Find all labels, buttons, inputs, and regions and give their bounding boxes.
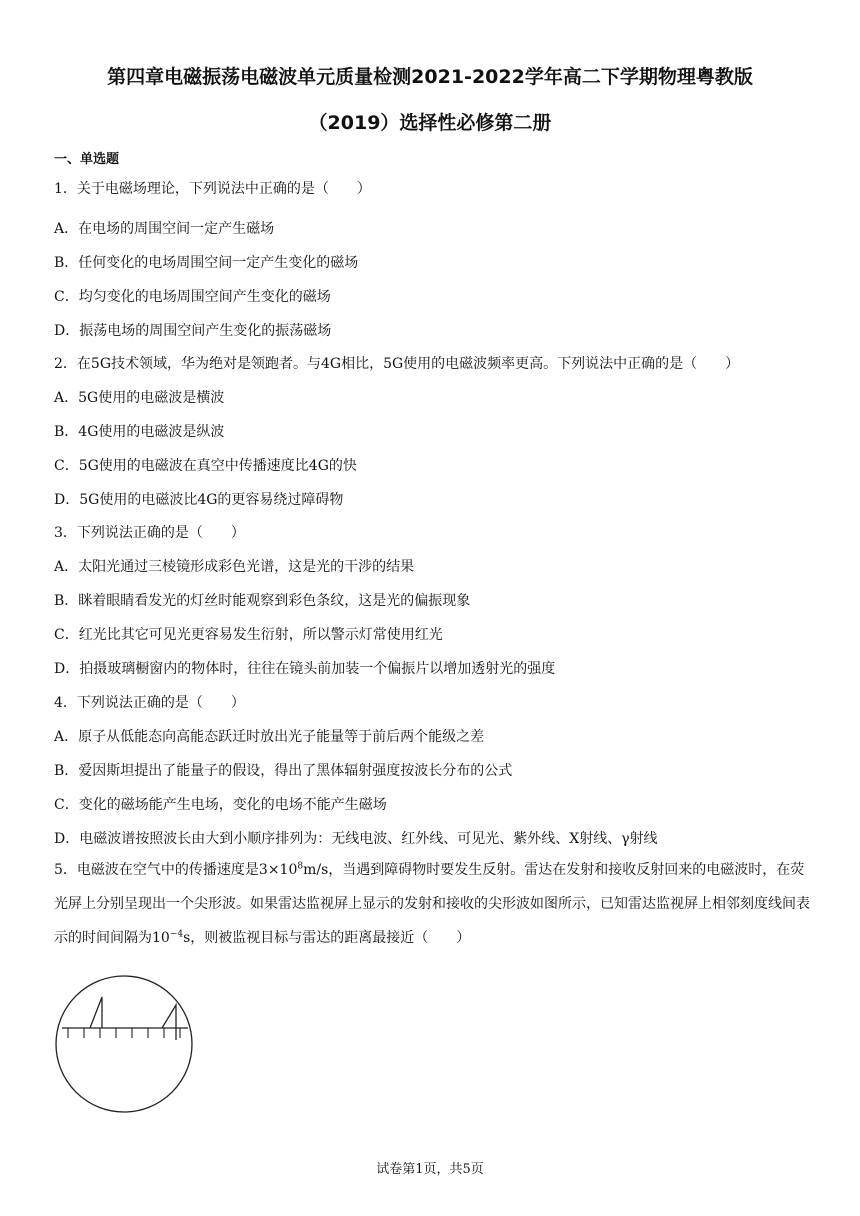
q5-exponent-1: 8 — [297, 861, 304, 872]
question-3-option-d: D．拍摄玻璃橱窗内的物体时，往往在镜头前加装一个偏振片以增加透射光的强度 — [54, 661, 556, 677]
page-title-line1: 第四章电磁振荡电磁波单元质量检测2021-2022学年高二下学期物理粤教版 — [107, 66, 753, 88]
q5-text-part3: s，则被监视目标与雷达的距离最接近（ ） — [183, 930, 471, 946]
q5-text-part1: 5．电磁波在空气中的传播速度是3×10 — [54, 862, 298, 878]
question-1-option-b: B．任何变化的电场周围空间一定产生变化的磁场 — [54, 255, 359, 271]
question-2-stem: 2．在5G技术领域，华为绝对是领跑者。与4G相比，5G使用的电磁波频率更高。下列说法中正确的是（ ） — [54, 356, 740, 372]
question-3-option-c: C．红光比其它可见光更容易发生衍射，所以警示灯常使用红光 — [54, 627, 443, 643]
page-footer: 试卷第1页，共5页 — [376, 1162, 484, 1177]
question-4-option-a: A．原子从低能态向高能态跃迁时放出光子能量等于前后两个能级之差 — [54, 729, 485, 745]
question-2-option-c: C．5G使用的电磁波在真空中传播速度比4G的快 — [54, 458, 357, 474]
question-1-option-c: C．均匀变化的电场周围空间产生变化的磁场 — [54, 289, 331, 305]
question-2-option-d: D．5G使用的电磁波比4G的更容易绕过障碍物 — [54, 492, 344, 508]
question-3-option-a: A．太阳光通过三棱镜形成彩色光谱，这是光的干涉的结果 — [54, 559, 415, 575]
question-4-option-b: B．爱因斯坦提出了能量子的假设，得出了黑体辐射强度按波长分布的公式 — [54, 763, 513, 779]
radar-screen-circle — [56, 976, 192, 1112]
question-1-option-a: A．在电场的周围空间一定产生磁场 — [54, 221, 275, 237]
question-2-option-b: B．4G使用的电磁波是纵波 — [54, 424, 225, 440]
question-3-option-b: B．眯着眼睛看发光的灯丝时能观察到彩色条纹，这是光的偏振现象 — [54, 593, 471, 609]
page-title-line2: （2019）选择性必修第二册 — [308, 112, 552, 134]
section-heading: 一、单选题 — [54, 152, 120, 167]
question-4-option-d: D．电磁波谱按照波长由大到小顺序排列为：无线电波、红外线、可见光、紫外线、X射线、γ射线 — [54, 831, 658, 847]
question-3-stem: 3．下列说法正确的是（ ） — [54, 525, 245, 541]
question-4-option-c: C．变化的磁场能产生电场，变化的电场不能产生磁场 — [54, 797, 387, 813]
question-1-stem: 1．关于电磁场理论，下列说法中正确的是（ ） — [54, 181, 371, 197]
q5-text-part2: m/s，当遇到障碍物时要发生反射。雷达在发射和接收反射回来的电磁波时，在荧光屏上分别呈现出一个尖形波。如果雷达监视屏上显示的发射和接收的尖形波如图所示，已知雷达监视屏上相邻刻度线间表示的时间间隔为10 — [54, 862, 810, 946]
question-5-stem — [54, 853, 814, 955]
question-4-stem: 4．下列说法正确的是（ ） — [54, 695, 245, 711]
q5-exponent-2: −4 — [169, 929, 184, 940]
radar-tick-marks — [68, 1028, 180, 1038]
radar-screen-figure — [54, 972, 204, 1122]
question-2-option-a: A．5G使用的电磁波是横波 — [54, 390, 225, 406]
question-1-option-d: D．振荡电场的周围空间产生变化的振荡磁场 — [54, 323, 332, 339]
emitted-pulse — [90, 997, 102, 1028]
